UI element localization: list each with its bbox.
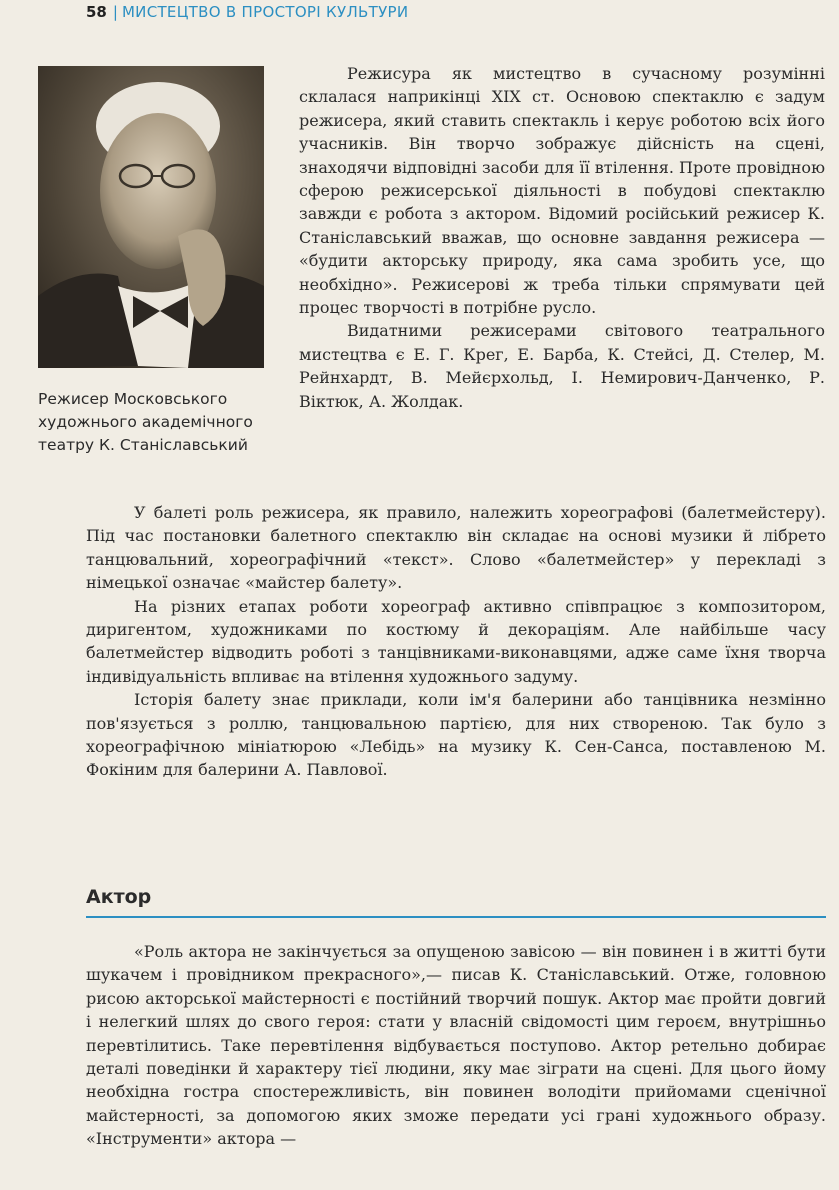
paragraph: «Роль актора не закінчується за опущеною завісою — він повинен і в житті бути шукачем і провідником прекрасного»,— писав К. Станіславський. Отже, головною рисою акторської майстерності є постійний творчий пошук. Актор має пройти довгий і нелегкий шлях до свого героя: стати у власній свідомості цим героєм, внутрішньо перевтілитись. Таке перевтілення відбувається поступово. Актор ретельно добирає деталі поведінки й характеру тієї людини, яку має зіграти на сцені. Для цього йому необхідна гостра спостережливість, він повинен володіти прийомами сценічної майстерності, за допомогою яких зможе передати усі грані художнього образу. «Інструменти» актора — <box>86 942 826 1149</box>
photo-caption: Режисер Московського художнього академічного театру К. Станіславський <box>38 390 253 454</box>
intro-text-block <box>299 62 825 413</box>
page-number: 58 <box>86 3 107 21</box>
page-header <box>86 0 408 24</box>
paragraph: На різних етапах роботи хореограф активно співпрацює з композитором, диригентом, художниками по костюму й декораціям. Але найбільше часу балетмейстер відводить роботі з танцівниками-виконавцями, адже саме їхня творча індивідуальність впливає на втілення художнього задуму. <box>86 596 826 686</box>
section-heading <box>86 886 826 918</box>
section-title: Актор <box>86 886 152 908</box>
actor-text-block <box>86 940 826 1151</box>
ballet-text-block <box>86 501 826 782</box>
paragraph: Видатними режисерами світового театрального мистецтва є Е. Г. Крег, Е. Барба, К. Стейсі, Д. Стелер, М. Рейнхардт, В. Мейєрхольд, І. Немирович-Данченко, Р. Віктюк, А. Жолдак. <box>299 321 825 411</box>
paragraph: У балеті роль режисера, як правило, належить хореографові (балетмейстеру). Під час постановки балетного спектаклю він складає на основі музики й лібрето танцювальний, хореографічний «текст». Слово «балетмейстер» у перекладі з німецької означає «майстер балету». <box>86 503 826 593</box>
paragraph: Режисура як мистецтво в сучасному розумінні склалася наприкінці XIX ст. Основою спектаклю є задум режисера, який ставить спектакль і керує роботою всіх його учасників. Він творчо зображує дійсність на сцені, знаходячи відповідні засоби для її втілення. Проте провідною сферою режисерської діяльності в побудові спектаклю завжди є робота з актором. Відомий російський режисер К. Станіславський вважав, що основне завдання режисера — «будити акторську природу, яка сама зробить усе, що необхідно». Режисерові ж треба тільки спрямувати цей процес творчості в потрібне русло. <box>299 64 825 318</box>
portrait-photo <box>38 66 264 368</box>
portrait-illustration <box>38 66 264 368</box>
paragraph: Історія балету знає приклади, коли ім'я балерини або танцівника незмінно пов'язується з роллю, танцювальною партією, для них створеною. Так було з хореографічною мініатюрою «Лебідь» на музику К. Сен-Санса, поставленою М. Фокіним для балерини А. Павлової. <box>86 690 826 780</box>
header-separator: | <box>112 3 118 21</box>
running-header-title: МИСТЕЦТВО В ПРОСТОРІ КУЛЬТУРИ <box>121 3 409 21</box>
